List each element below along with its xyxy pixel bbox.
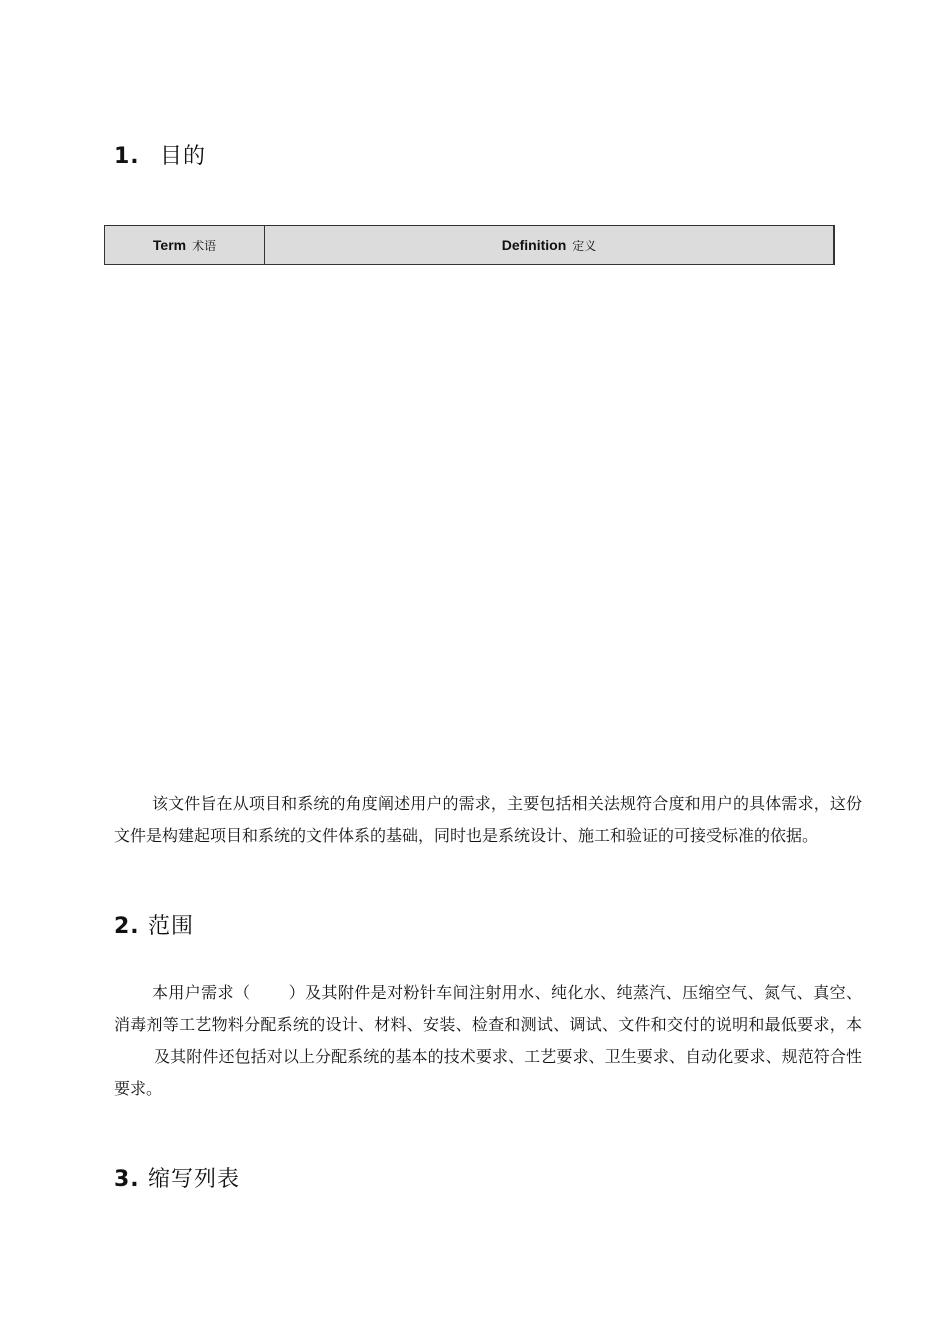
terms-definitions-table [104, 225, 835, 265]
scope-text-part-1: 本用户需求（ [152, 983, 251, 1002]
section-2-number: 2. [114, 914, 140, 939]
section-1-number: 1. [114, 144, 140, 169]
section-1-title: 目的 [160, 144, 207, 169]
section-3-heading [114, 1162, 240, 1193]
term-column-header [105, 226, 265, 265]
definition-header-en: Definition [501, 236, 567, 253]
section-3-title: 缩写列表 [148, 1167, 241, 1192]
section-1-heading [114, 139, 206, 170]
definition-header-cn: 定义 [572, 238, 597, 253]
definition-column-header [265, 226, 835, 265]
section-2-heading [114, 909, 194, 940]
section-2-title: 范围 [148, 914, 195, 939]
term-header-cn: 术语 [192, 238, 217, 253]
scope-text-part-3: 及其附件还包括对以上分配系统的基本的技术要求、工艺要求、卫生要求、自动化要求、规范符合性要求。 [114, 1047, 862, 1098]
scope-text-part-2: ）及其附件是对粉针车间注射用水、纯化水、纯蒸汽、压缩空气、氮气、真空、消毒剂等工艺物料分配系统的设计、材料、安装、检查和测试、调试、文件和交付的说明和最低要求，本 [114, 983, 862, 1034]
term-header-en: Term [152, 236, 187, 253]
purpose-paragraph: 该文件旨在从项目和系统的角度阐述用户的需求，主要包括相关法规符合度和用户的具体需求，这份文件是构建起项目和系统的文件体系的基础，同时也是系统设计、施工和验证的可接受标准的依据。 [114, 794, 862, 845]
scope-paragraph [114, 977, 862, 1105]
section-3-number: 3. [114, 1167, 140, 1192]
table-header-row [105, 226, 835, 265]
